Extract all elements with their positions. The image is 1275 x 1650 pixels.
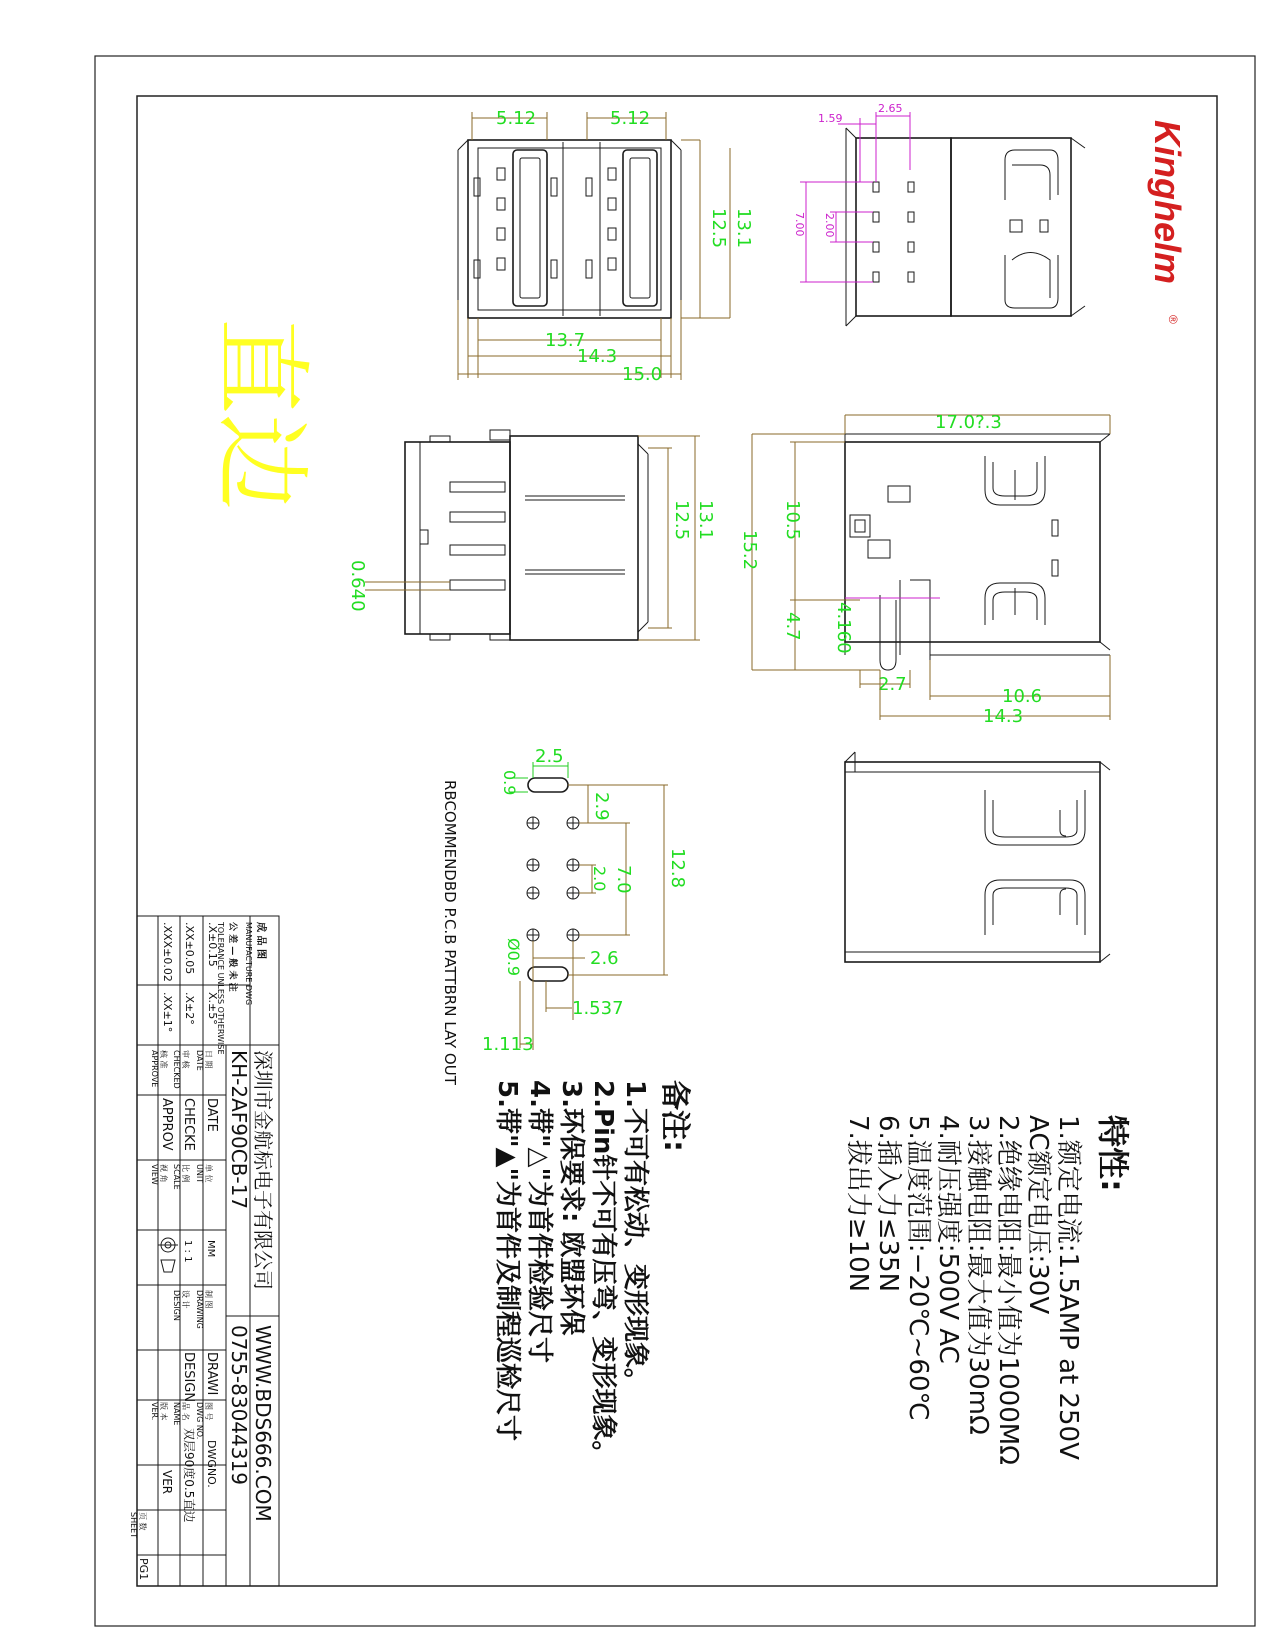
tb-approve-en: APPROVE [150, 1050, 159, 1088]
tb-date-val: DATE [204, 1098, 219, 1132]
kinghelm-logo [1147, 120, 1188, 324]
tb-drawing-val: DRAWI [204, 1352, 219, 1396]
tb-unit-en: UNIT [195, 1164, 204, 1184]
tb-date-en: DATE [195, 1050, 204, 1071]
top-view [458, 108, 754, 385]
dim-pcb-2-9: 2.9 [591, 792, 612, 821]
dim-back-2-00: 2.00 [823, 213, 836, 238]
note-3: 3.环保要求: 欧盟环保 [556, 1080, 586, 1336]
features-heading: 特性: [1094, 1115, 1132, 1192]
dim-side-10-5: 10.5 [782, 500, 803, 541]
front-view [347, 430, 716, 640]
tb-name-en: NAME [172, 1402, 181, 1426]
dim-top-13-7: 13.7 [545, 330, 586, 351]
tb-scale-val: 1 : 1 [182, 1240, 193, 1263]
tb-manufacture-en: MANUFACTURE DWG [244, 922, 253, 1006]
tb-drawing-en: DRAWING [195, 1290, 204, 1329]
tb-tol-2b: .X±2° [183, 992, 196, 1025]
tb-sheet-cn: 页 数 [138, 1512, 147, 1531]
dim-top-15-0: 15.0 [622, 364, 663, 385]
tb-tolerance-en: TOLERANCE UNLESS OTHERWISE [216, 922, 225, 1055]
projection-symbol-icon [158, 1238, 178, 1272]
dim-top-5-12-b: 5.12 [610, 108, 651, 129]
tb-dwgno-cn: 图 号 [204, 1402, 213, 1421]
tb-ver-val: VER [160, 1470, 174, 1495]
dim-top-13-1: 13.1 [733, 208, 754, 249]
tb-view-en: VIEW [150, 1164, 159, 1185]
tb-dwgno-en: DWG NO. [195, 1402, 204, 1440]
dim-pcb-2-5: 2.5 [535, 746, 564, 767]
tb-date-cn: 日 期 [204, 1050, 213, 1069]
dim-side-15-2: 15.2 [739, 530, 760, 571]
watermark-text: 直边 [205, 318, 317, 510]
dim-side-10-6: 10.6 [1002, 686, 1043, 707]
bottom-view [845, 752, 1110, 962]
tb-manufacture: 成 品 图 [255, 922, 266, 959]
dim-pcb-1-113: 1.113 [482, 1034, 534, 1055]
tb-approve-cn: 核 准 [159, 1050, 168, 1069]
note-2: 2.Pin针不可有压弯、变形现象。 [588, 1080, 618, 1467]
dim-side-4-7: 4.7 [782, 612, 803, 641]
feature-2: 2.绝缘电阻:最小值为1000MΩ [993, 1115, 1023, 1466]
feature-1: 1.额定电流:1.5AMP at 250V [1053, 1115, 1083, 1460]
dim-front-12-5: 12.5 [671, 500, 692, 541]
dim-pcb-0-9: 0.9 [500, 770, 519, 796]
tb-tol-1b: X.±5° [206, 992, 219, 1025]
dim-top-5-12-a: 5.12 [496, 108, 537, 129]
note-1: 1.不可有松动、变形现象。 [620, 1080, 650, 1394]
dim-back-7-00: 7.00 [793, 212, 806, 237]
dim-pcb-phi-0-9: Ø0.9 [504, 938, 523, 977]
dim-side-2-7: 2.7 [878, 674, 907, 695]
tb-sheet-en: SHEET [129, 1512, 138, 1539]
tb-sheet-val: PG1 [137, 1558, 150, 1581]
dim-pcb-1-537: 1.537 [572, 998, 624, 1019]
tb-tol-2a: .XX±0.05 [183, 922, 196, 975]
notes-heading: 备注: [657, 1080, 692, 1152]
dim-back-1-59: 1.59 [818, 112, 843, 125]
tb-design-en: DESIGN [172, 1290, 181, 1321]
back-view [793, 102, 1085, 326]
tb-ver-cn: 版 本 [159, 1402, 168, 1421]
dim-top-14-3: 14.3 [577, 346, 618, 367]
note-5: 5.带"▲"为首件及制程巡检尺寸 [492, 1080, 522, 1442]
dim-pcb-7-0: 7.0 [613, 865, 634, 894]
feature-6: 6.插入力≤35N [873, 1115, 903, 1293]
dim-side-14-3: 14.3 [983, 706, 1024, 727]
side-view [739, 412, 1110, 727]
tb-tol-3a: .XXX±0.02 [161, 922, 174, 982]
watermark [205, 318, 317, 510]
features [843, 1115, 1132, 1465]
dim-pcb-12-8: 12.8 [667, 848, 688, 889]
tb-name-cn: 品 名 [181, 1402, 190, 1421]
tb-approve-val: APPROV [159, 1098, 174, 1151]
tb-ver-en: VER. [150, 1402, 159, 1421]
tb-checked-cn: 审 核 [181, 1050, 190, 1069]
tb-scale-en: SCALE [172, 1164, 181, 1190]
feature-7: 7.拔出力≥10N [843, 1115, 873, 1293]
tb-view-cn: 视 角 [159, 1164, 168, 1183]
dim-back-2-65: 2.65 [878, 102, 903, 115]
feature-5: 5.温度范围:−20℃~60℃ [903, 1115, 933, 1421]
tb-part-no: KH-2AF90CB-17 [227, 1050, 251, 1210]
tb-name-val: 双层90度0.5直边 [182, 1428, 196, 1523]
tb-website: WWW.BDS666.COM [251, 1325, 275, 1522]
tb-design-cn: 设 计 [181, 1290, 190, 1309]
registered-mark: ® [1166, 315, 1180, 324]
tb-unit-cn: 单 位 [204, 1164, 213, 1183]
tb-drawing-cn: 制 图 [204, 1290, 213, 1309]
brand-name: Kinghelm [1147, 120, 1188, 285]
tb-unit-val: MM [205, 1240, 216, 1258]
dim-front-13-1: 13.1 [695, 500, 716, 541]
tb-phone: 0755-83044319 [227, 1325, 251, 1485]
tb-checked-val: CHECKE [181, 1098, 196, 1151]
dim-pcb-2-0: 2.0 [590, 866, 609, 892]
dim-side-17-0: 17.0?.3 [935, 412, 1002, 433]
dim-pcb-2-6: 2.6 [590, 948, 619, 969]
notes [492, 1080, 692, 1466]
tb-scale-cn: 比 例 [181, 1164, 190, 1183]
feature-3: 3.接触电阻:最大值为30mΩ [963, 1115, 993, 1435]
tb-company: 深圳市金航标电子有限公司 [251, 1050, 275, 1290]
tb-tolerance: 公 差 — 般 未 注 [227, 922, 237, 992]
note-4: 4.带"△"为首件检验尺寸 [524, 1080, 554, 1364]
tb-tol-1a: .X±0.15 [206, 922, 219, 967]
tb-design-val: DESIGN [181, 1352, 196, 1403]
feature-1b: AC额定电压:30V [1023, 1115, 1053, 1315]
title-block [129, 916, 279, 1586]
tb-tol-3b: .XX±1° [161, 992, 174, 1033]
dim-top-12-5: 12.5 [708, 208, 729, 249]
pcb-caption: RBCOMMENDBD P.C.B PATTBRN LAY OUT [441, 780, 459, 1085]
feature-4: 4.耐压强度:500V AC [933, 1115, 963, 1364]
dim-side-4-160: 4.160 [833, 602, 854, 654]
dim-front-0-640: 0.640 [347, 560, 368, 612]
tb-dwgno-val: DWGNO. [205, 1440, 218, 1488]
tb-checked-en: CHECKED [172, 1050, 181, 1089]
pcb-layout [441, 746, 688, 1086]
